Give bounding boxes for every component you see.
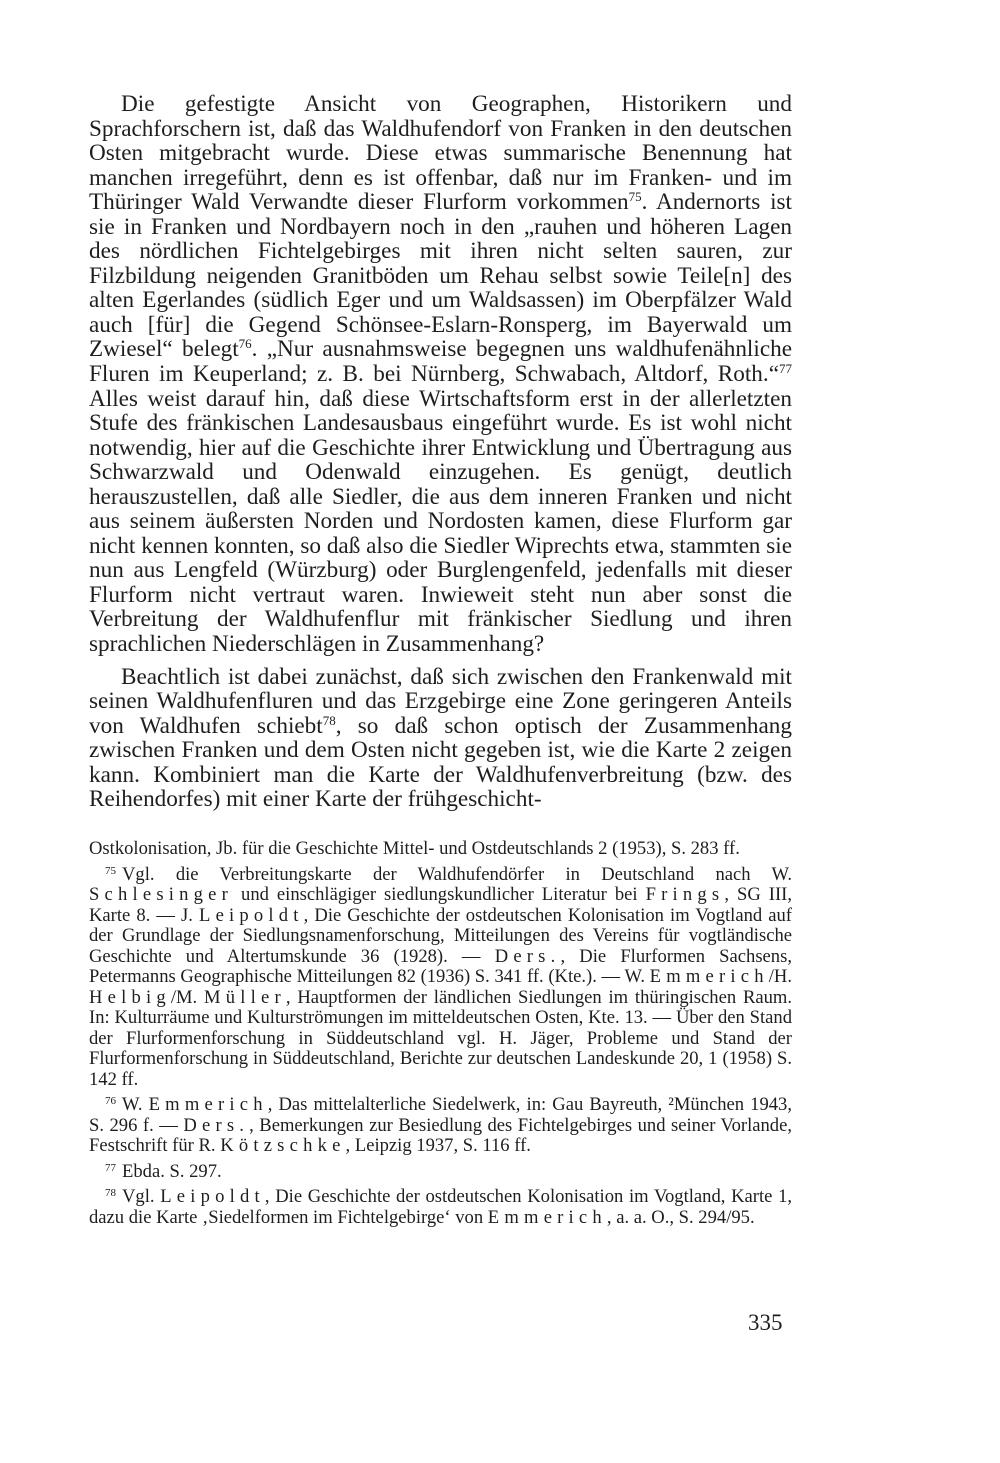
text-run: Vgl. (122, 1186, 161, 1207)
spaced-name: Emmerich (487, 1206, 607, 1228)
text-run: , Leipzig 1937, S. 116 ff. (345, 1135, 531, 1156)
text-run: Beachtlich ist dabei zunächst, daß sich zwischen den Frankenwald mit seinen Waldhufenfluren und das Erzgebirge eine Zone geringeren Anteils von Waldhufen schiebt (89, 663, 792, 739)
spaced-name: Ders. (494, 945, 561, 967)
footnote-78 (89, 1187, 792, 1228)
text-run: , Die Flurformen Sachsens, Petermanns Geographische Mitteilungen 82 (1936) S. 341 ff. (Kte.). — W. (89, 945, 792, 987)
text-run: , SG III, Karte 8. — J. (89, 884, 792, 926)
text-run: . „Nur ausnahmsweise begegnen uns waldhufenähnliche Fluren im Keuperland; z. B. bei Nürnberg, Schwabach, Altdorf, Roth.“ (89, 336, 792, 388)
text-run: und einschlägiger siedlungskundlicher Literatur bei (233, 884, 646, 905)
spaced-name: Kötzschke (220, 1135, 346, 1156)
text-run: , Das mittelalterliche Siedelwerk, in: Gau Bayreuth, ²München 1943, S. 296 f. — (89, 1094, 793, 1136)
footnote-marker: 77 (105, 1161, 116, 1174)
footnote-marker: 77 (779, 361, 792, 377)
text-run: Ostkolonisation, Jb. für die Geschichte Mittel- und Ostdeutschlands 2 (1953), S. 283 ff. (89, 838, 740, 859)
text-run: Ebda. S. 297. (122, 1160, 222, 1182)
text-run: , so daß schon optisch der Zusammenhang zwischen Franken und dem Osten nicht gegeben ist, wie die Karte 2 zeigen kann. Kombiniert man die Karte der Waldhufenverbreitung (bzw. des Reihendorfes) mit einer Karte der frühgeschicht- (89, 712, 792, 813)
text-run: , Hauptformen der ländlichen Siedlungen im thüringischen Raum. In: Kulturräume und Kulturströmungen im mitteldeutschen Osten, Kte. 13. — Über den Stand der Flurformenforschung in Süddeutschland vgl. H. Jäger, Probleme und Stand der Flurformenforschung in Süddeutschland, Berichte zur deutschen Landeskunde 20, 1 (1958) S. 142 ff. (89, 986, 793, 1090)
footnote-marker: 75 (105, 864, 116, 877)
page-number: 335 (748, 1310, 783, 1335)
spaced-name: Schlesinger (89, 884, 234, 905)
spaced-name: Frings (645, 884, 725, 905)
spaced-name: Emmerich (649, 966, 769, 987)
paragraph-1 (89, 92, 792, 657)
text-run: /H. (768, 966, 792, 987)
text-run: Alles weist darauf hin, daß diese Wirtschaftsform erst in der allerletzten Stufe des fränkischen Landesausbaus eingeführt wurde. Es ist wohl nicht notwendig, hier auf die Geschichte ihrer Entwicklung und Übertragung aus Schwarzwald und Odenwald einzugehen. Es genügt, deutlich herauszustellen, daß alle Siedler, die aus dem inneren Franken und nicht aus seinem äußersten Norden und Nordosten kamen, diese Flurform gar nicht kennen konnten, so daß also die Siedler Wiprechts etwa, stammten sie nun aus Lengfeld (Würzburg) oder Burglengenfeld, jedenfalls mit dieser Flurform nicht vertraut waren. Inwieweit steht nun aber sonst die Verbreitung der Waldhufenflur mit fränkischer Siedlung und ihren sprachlichen Niederschlägen in Zusammenhang? (89, 385, 792, 658)
footnote-marker: 78 (322, 712, 336, 728)
footnote-marker: 75 (628, 189, 642, 205)
footnote-marker: 76 (105, 1095, 116, 1107)
text-run: /M. (170, 986, 205, 1008)
text-run: Die gefestigte Ansicht von Geographen, Historikern und Sprachforschern ist, daß das Waldhufendorf von Franken in den deutschen Osten mitgebracht wurde. Diese etwas summarische Benennung hat manchen irregeführt, denn es ist offenbar, daß nur im Franken- und im Thüringer Wald Verwandte dieser Flurform vorkommen (89, 91, 792, 216)
footnote-76 (89, 1095, 792, 1157)
spaced-name: Müller (204, 986, 286, 1008)
paragraph-2 (89, 665, 792, 812)
main-text (89, 92, 792, 812)
text-run: Vgl. die Verbreitungskarte der Waldhufendörfer in Deutschland nach W. (122, 863, 792, 885)
text-run: , a. a. O., S. 294/95. (606, 1206, 755, 1228)
spaced-name: Leipoldt (199, 904, 304, 926)
footnote-continuation (89, 839, 792, 860)
text-run: , Die Geschichte der ostdeutschen Kolonisation im Vogtland auf der Grundlage der Siedlungsnamenforschung, Mitteilungen des Vereins für vogtländische Geschichte und Altertumskunde 36 (1928). — (89, 904, 792, 967)
spaced-name: Emmerich (148, 1094, 268, 1115)
text-run: . Andernorts ist sie in Franken und Nordbayern noch in den „rauhen und höheren Lagen des nördlichen Fichtelgebirges mit ihren nicht selten sauren, zur Filzbildung neigenden Granitböden um Rehau selbst sowie Teile[n] des alten Egerlandes (südlich Eger und um Waldsassen) im Oberpfälzer Wald auch [für] die Gegend Schönsee-Eslarn-Ronsperg, im Bayerwald um Zwiesel“ belegt (89, 189, 792, 363)
spaced-name: Helbig (89, 986, 171, 1008)
footnote-77 (89, 1162, 792, 1183)
footnote-marker: 78 (105, 1187, 116, 1199)
footnote-marker: 76 (238, 336, 252, 352)
spaced-name: Ders. (183, 1114, 250, 1136)
footnotes (89, 839, 792, 1233)
spaced-name: Leipoldt (160, 1186, 265, 1207)
text-run: , Bemerkungen zur Besiedlung des Fichtelgebirges und seiner Vorlande, Festschrift für R. (89, 1114, 792, 1156)
text-run: , Die Geschichte der ostdeutschen Kolonisation im Vogtland, Karte 1, dazu die Karte ‚Siedelformen im Fichtelgebirge‘ von (89, 1186, 793, 1228)
text-run: W. (122, 1094, 149, 1115)
footnote-75 (89, 865, 792, 1091)
